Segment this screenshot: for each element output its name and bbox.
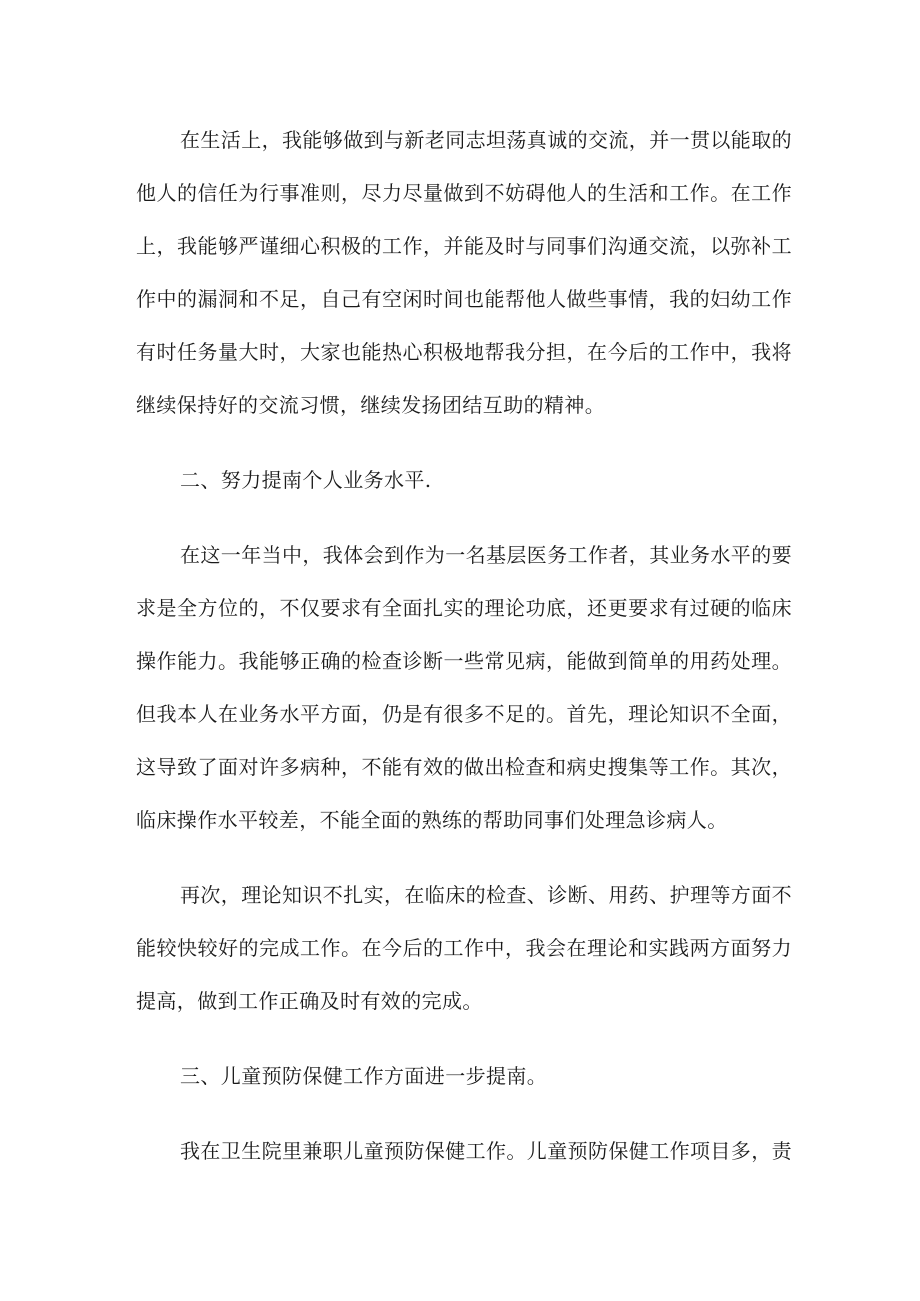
paragraph-theory-practice: 再次，理论知识不扎实，在临床的检查、诊断、用药、护理等方面不能较快较好的完成工作。在今后的工作中，我会在理论和实践两方面努力提高，做到工作正确及时有效的完成。	[136, 883, 792, 1013]
document-body	[136, 114, 792, 1200]
paragraph-child-health: 我在卫生院里兼职儿童预防保健工作。儿童预防保健工作项目多，责	[180, 1139, 792, 1163]
paragraph-business-level: 在这一年当中，我体会到作为一名基层医务工作者，其业务水平的要求是全方位的，不仅要求有全面扎实的理论功底，还更要求有过硬的临床操作能力。我能够正确的检查诊断一些常见病，能做到简单的用药处理。但我本人在业务水平方面，仍是有很多不足的。首先，理论知识不全面，这导致了面对许多病种，不能有效的做出检查和病史搜集等工作。其次，临床操作水平较差，不能全面的熟练的帮助同事们处理急诊病人。	[136, 543, 792, 832]
paragraph-communication: 在生活上，我能够做到与新老同志坦荡真诚的交流，并一贯以能取的他人的信任为行事准则，尽力尽量做到不妨碍他人的生活和工作。在工作上，我能够严谨细心积极的工作，并能及时与同事们沟通交流，以弥补工作中的漏洞和不足，自己有空闲时间也能帮他人做些事情，我的妇幼工作有时任务量大时，大家也能热心积极地帮我分担，在今后的工作中，我将继续保持好的交流习惯，继续发扬团结互助的精神。	[136, 128, 792, 417]
section-heading-2: 二、努力提南个人业务水平.	[180, 468, 432, 492]
section-heading-3: 三、儿童预防保健工作方面进一步提南。	[180, 1064, 548, 1088]
